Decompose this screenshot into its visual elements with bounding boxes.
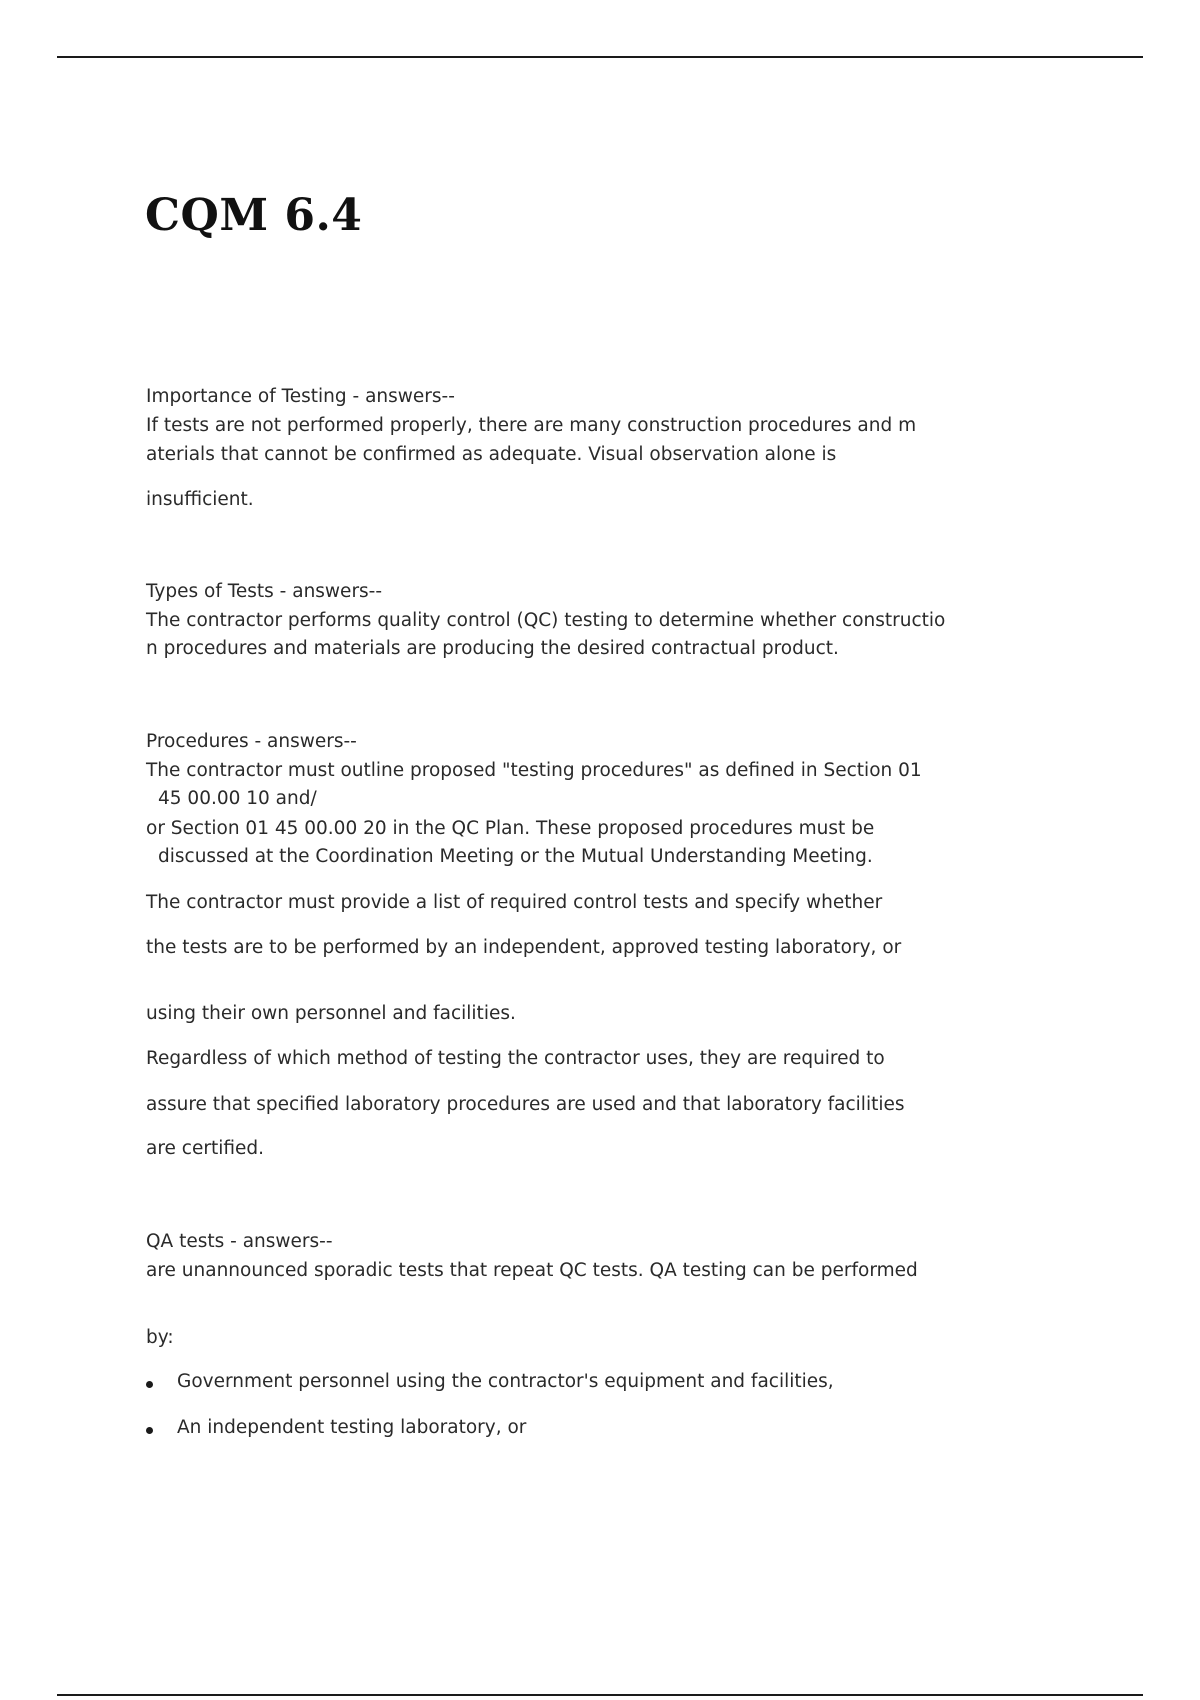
paragraph-line: or Section 01 45 00.00 20 in the QC Plan. These proposed procedures must be bbox=[146, 818, 875, 839]
bullet-item: Government personnel using the contractor's equipment and facilities, bbox=[177, 1371, 834, 1392]
paragraph-line: Regardless of which method of testing the contractor uses, they are required to bbox=[146, 1048, 885, 1069]
bullet-icon bbox=[146, 1427, 153, 1434]
paragraph-line: The contractor must outline proposed "testing procedures" as defined in Section 01 bbox=[146, 760, 922, 781]
paragraph-line: n procedures and materials are producing the desired contractual product. bbox=[146, 638, 839, 659]
paragraph-line: by: bbox=[146, 1327, 174, 1348]
section-heading-types: Types of Tests - answers-- bbox=[146, 581, 383, 602]
top-rule bbox=[57, 56, 1143, 58]
paragraph-line: The contractor must provide a list of required control tests and specify whether bbox=[146, 892, 883, 913]
paragraph-line: If tests are not performed properly, there are many construction procedures and m bbox=[146, 415, 917, 436]
bottom-rule bbox=[57, 1694, 1143, 1696]
bullet-item: An independent testing laboratory, or bbox=[177, 1417, 527, 1438]
bullet-icon bbox=[146, 1381, 153, 1388]
section-heading-importance: Importance of Testing - answers-- bbox=[146, 386, 455, 407]
section-heading-qa: QA tests - answers-- bbox=[146, 1231, 333, 1252]
paragraph-line: 45 00.00 10 and/ bbox=[158, 788, 317, 809]
paragraph-line: are certified. bbox=[146, 1138, 265, 1159]
paragraph-line: insufficient. bbox=[146, 489, 254, 510]
paragraph-line: are unannounced sporadic tests that repeat QC tests. QA testing can be performed bbox=[146, 1260, 918, 1281]
paragraph-line: assure that specified laboratory procedures are used and that laboratory facilities bbox=[146, 1094, 905, 1115]
paragraph-line: discussed at the Coordination Meeting or the Mutual Understanding Meeting. bbox=[158, 846, 873, 867]
paragraph-line: aterials that cannot be confirmed as adequate. Visual observation alone is bbox=[146, 444, 837, 465]
document-title: CQM 6.4 bbox=[145, 190, 363, 241]
paragraph-line: the tests are to be performed by an independent, approved testing laboratory, or bbox=[146, 937, 902, 958]
paragraph-line: using their own personnel and facilities. bbox=[146, 1003, 516, 1024]
paragraph-line: The contractor performs quality control (QC) testing to determine whether constructio bbox=[146, 610, 946, 631]
section-heading-procedures: Procedures - answers-- bbox=[146, 731, 357, 752]
